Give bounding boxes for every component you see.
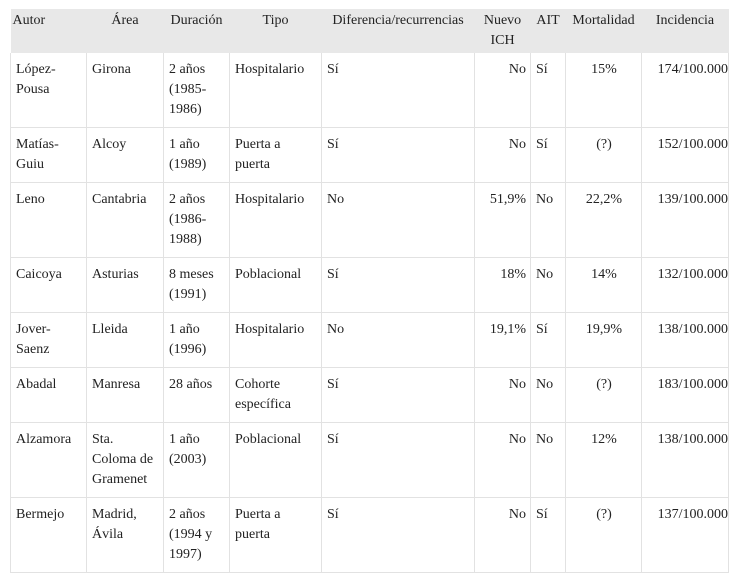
- header-autor: Autor: [11, 9, 87, 53]
- cell-diferencia: Sí: [322, 128, 475, 183]
- cell-mortalidad: (?): [566, 128, 642, 183]
- cell-incidencia: 183/100.000: [642, 368, 729, 423]
- cell-ait: Sí: [531, 128, 566, 183]
- cell-nuevo-ich: No: [475, 498, 531, 573]
- cell-incidencia: 152/100.000: [642, 128, 729, 183]
- cell-ait: No: [531, 258, 566, 313]
- cell-duracion: 1 año (2003): [164, 423, 230, 498]
- cell-tipo: Hospitalario: [230, 313, 322, 368]
- cell-mortalidad: 15%: [566, 53, 642, 128]
- table-row: [11, 423, 729, 498]
- cell-autor: Leno: [11, 183, 87, 258]
- cell-tipo: Puerta a puerta: [230, 128, 322, 183]
- table-row: [11, 498, 729, 573]
- cell-autor: López-Pousa: [11, 53, 87, 128]
- cell-duracion: 1 año (1996): [164, 313, 230, 368]
- cell-incidencia: 137/100.000: [642, 498, 729, 573]
- cell-tipo: Poblacional: [230, 423, 322, 498]
- cell-diferencia: No: [322, 313, 475, 368]
- cell-duracion: 1 año (1989): [164, 128, 230, 183]
- cell-area: Asturias: [87, 258, 164, 313]
- cell-mortalidad: 19,9%: [566, 313, 642, 368]
- cell-area: Madrid, Ávila: [87, 498, 164, 573]
- cell-incidencia: 138/100.000: [642, 423, 729, 498]
- cell-diferencia: No: [322, 183, 475, 258]
- cell-nuevo-ich: No: [475, 128, 531, 183]
- cell-tipo: Poblacional: [230, 258, 322, 313]
- header-tipo: Tipo: [230, 9, 322, 53]
- cell-tipo: Cohorte específica: [230, 368, 322, 423]
- cell-incidencia: 138/100.000: [642, 313, 729, 368]
- header-nuevo-ich: Nuevo ICH: [475, 9, 531, 53]
- cell-diferencia: Sí: [322, 258, 475, 313]
- cell-nuevo-ich: No: [475, 368, 531, 423]
- cell-duracion: 2 años (1985-1986): [164, 53, 230, 128]
- cell-duracion: 28 años: [164, 368, 230, 423]
- header-ait: AIT: [531, 9, 566, 53]
- cell-autor: Alzamora: [11, 423, 87, 498]
- cell-nuevo-ich: 51,9%: [475, 183, 531, 258]
- cell-mortalidad: 14%: [566, 258, 642, 313]
- table-row: [11, 368, 729, 423]
- cell-autor: Abadal: [11, 368, 87, 423]
- header-row: [11, 9, 729, 53]
- cell-tipo: Puerta a puerta: [230, 498, 322, 573]
- header-incidencia: Incidencia: [642, 9, 729, 53]
- cell-area: Alcoy: [87, 128, 164, 183]
- cell-area: Manresa: [87, 368, 164, 423]
- cell-ait: No: [531, 183, 566, 258]
- cell-ait: Sí: [531, 498, 566, 573]
- cell-diferencia: Sí: [322, 368, 475, 423]
- cell-nuevo-ich: No: [475, 53, 531, 128]
- header-area: Área: [87, 9, 164, 53]
- cell-ait: No: [531, 423, 566, 498]
- cell-diferencia: Sí: [322, 498, 475, 573]
- header-duracion: Duración: [164, 9, 230, 53]
- table-row: [11, 313, 729, 368]
- cell-autor: Matías-Guiu: [11, 128, 87, 183]
- cell-incidencia: 139/100.000: [642, 183, 729, 258]
- cell-diferencia: Sí: [322, 53, 475, 128]
- cell-mortalidad: 12%: [566, 423, 642, 498]
- table-row: [11, 258, 729, 313]
- cell-nuevo-ich: 19,1%: [475, 313, 531, 368]
- table-row: [11, 183, 729, 258]
- cell-area: Sta. Coloma de Gramenet: [87, 423, 164, 498]
- cell-duracion: 8 meses (1991): [164, 258, 230, 313]
- cell-area: Lleida: [87, 313, 164, 368]
- cell-incidencia: 132/100.000: [642, 258, 729, 313]
- cell-ait: Sí: [531, 313, 566, 368]
- header-diferencia: Diferencia/recurrencias: [322, 9, 475, 53]
- cell-tipo: Hospitalario: [230, 183, 322, 258]
- cell-mortalidad: 22,2%: [566, 183, 642, 258]
- cell-autor: Caicoya: [11, 258, 87, 313]
- cell-diferencia: Sí: [322, 423, 475, 498]
- cell-nuevo-ich: 18%: [475, 258, 531, 313]
- cell-ait: No: [531, 368, 566, 423]
- cell-incidencia: 174/100.000: [642, 53, 729, 128]
- table-row: [11, 53, 729, 128]
- header-mortalidad: Mortalidad: [566, 9, 642, 53]
- cell-nuevo-ich: No: [475, 423, 531, 498]
- cell-area: Girona: [87, 53, 164, 128]
- data-table: [10, 9, 729, 573]
- cell-tipo: Hospitalario: [230, 53, 322, 128]
- cell-area: Cantabria: [87, 183, 164, 258]
- table-row: [11, 128, 729, 183]
- cell-mortalidad: (?): [566, 498, 642, 573]
- cell-duracion: 2 años (1986-1988): [164, 183, 230, 258]
- cell-duracion: 2 años (1994 y 1997): [164, 498, 230, 573]
- cell-autor: Jover-Saenz: [11, 313, 87, 368]
- cell-ait: Sí: [531, 53, 566, 128]
- cell-autor: Bermejo: [11, 498, 87, 573]
- cell-mortalidad: (?): [566, 368, 642, 423]
